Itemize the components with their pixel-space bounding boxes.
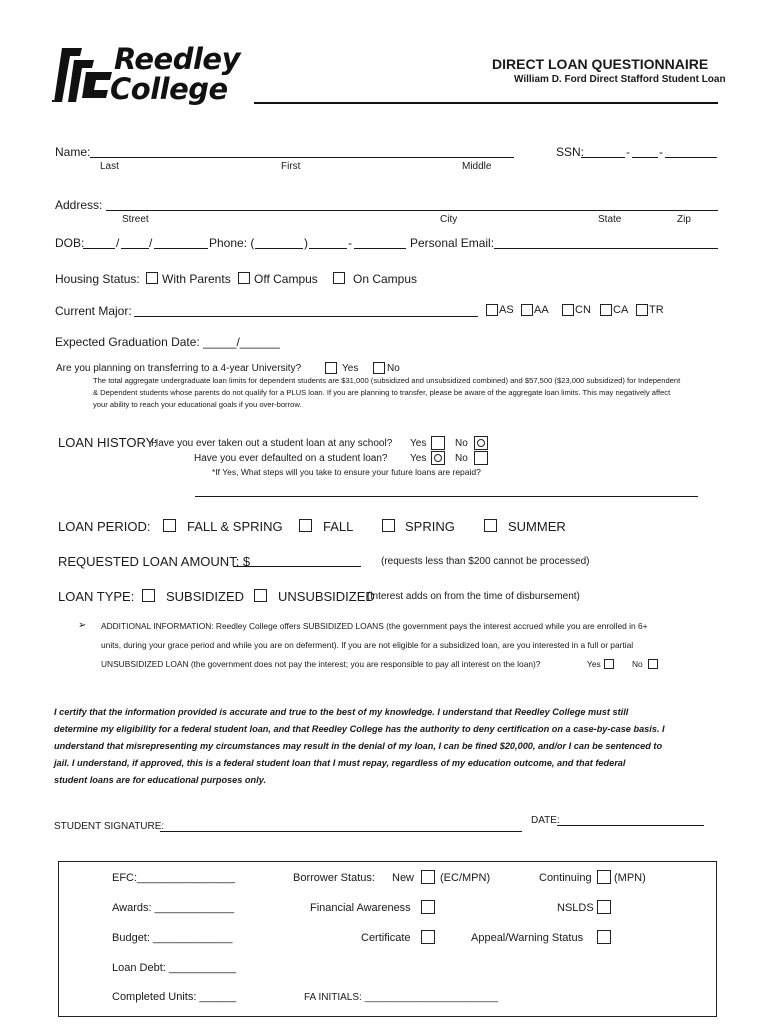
major-cn-checkbox[interactable] bbox=[562, 304, 574, 316]
logo-mark-icon bbox=[52, 44, 114, 106]
office-financial-awareness-checkbox[interactable] bbox=[421, 900, 435, 914]
certify-line4: jail. I understand, if approved, this is a federal student loan that I must repay, regardless of my education outcome, and that federal bbox=[54, 758, 626, 768]
loan-history-followup: *If Yes, What steps will you take to ensure your future loans are repaid? bbox=[212, 467, 481, 477]
phone-paren-close: ) bbox=[304, 236, 308, 250]
address-state-caption: State bbox=[598, 214, 622, 225]
certify-line5: student loans are for educational purposes only. bbox=[54, 775, 267, 785]
phone-area-field[interactable] bbox=[255, 248, 303, 249]
dob-label: DOB: bbox=[55, 236, 85, 250]
ssn-label: SSN: bbox=[556, 145, 585, 159]
address-street-caption: Street bbox=[122, 214, 149, 225]
email-field[interactable] bbox=[494, 248, 718, 249]
certify-line3: understand that misrepresenting my circumstances may result in the denial of my loan, I can be fined $20,000, and/or I can be sentenced to bbox=[54, 741, 663, 751]
transfer-note-line1: The total aggregate undergraduate loan limits for dependent students are $31,000 (subsidized and unsubsidized combined) and $57,500 ($23,000 subsidized) for Independent bbox=[93, 376, 681, 385]
major-tr-checkbox[interactable] bbox=[636, 304, 648, 316]
loan-history-q1: Have you ever taken out a student loan at any school? bbox=[151, 438, 393, 449]
dob-slash-2: / bbox=[149, 236, 153, 250]
signature-field[interactable] bbox=[160, 831, 522, 832]
loan-period-fall-label: FALL bbox=[323, 519, 354, 534]
office-certificate-label: Certificate bbox=[361, 932, 411, 944]
transfer-note-line2: & Dependent students whose parents do not qualify for a PLUS loan. If you are planning to transfer, please be aware of the aggregate loan limits. This may negatively affect bbox=[93, 388, 671, 397]
major-as-label: AS bbox=[499, 304, 514, 316]
requested-amount-label: REQUESTED LOAN AMOUNT: $ bbox=[58, 554, 251, 569]
email-label: Personal Email: bbox=[410, 236, 495, 250]
loan-history-q2-yes-radio[interactable] bbox=[431, 451, 445, 465]
office-nslds-checkbox[interactable] bbox=[597, 900, 611, 914]
ssn-field-2[interactable] bbox=[632, 157, 658, 158]
loan-history-q2-no-checkbox[interactable] bbox=[474, 451, 488, 465]
dob-month-field[interactable] bbox=[83, 248, 115, 249]
loan-history-q1-no-radio[interactable] bbox=[474, 436, 488, 450]
office-financial-awareness-label: Financial Awareness bbox=[310, 902, 411, 914]
housing-on-campus-checkbox[interactable] bbox=[333, 272, 345, 284]
loan-history-q2-no-label: No bbox=[455, 453, 468, 464]
major-field[interactable] bbox=[134, 316, 478, 317]
loan-period-spring-label: SPRING bbox=[405, 519, 455, 534]
transfer-question: Are you planning on transferring to a 4-year University? bbox=[56, 363, 302, 374]
office-new-label: New bbox=[392, 872, 415, 884]
loan-history-q1-yes-checkbox[interactable] bbox=[431, 436, 445, 450]
loan-history-q2: Have you ever defaulted on a student loan? bbox=[194, 453, 388, 464]
loan-period-fall-checkbox[interactable] bbox=[299, 519, 312, 532]
additional-line1: ADDITIONAL INFORMATION: Reedley College offers SUBSIDIZED LOANS (the government pays the interest accrued while you are enrolled in 6+ bbox=[101, 621, 648, 631]
housing-off-campus-checkbox[interactable] bbox=[238, 272, 250, 284]
phone-prefix-field[interactable] bbox=[309, 248, 347, 249]
loan-period-fall-spring-checkbox[interactable] bbox=[163, 519, 176, 532]
loan-type-label: LOAN TYPE: bbox=[58, 589, 135, 604]
major-ca-checkbox[interactable] bbox=[600, 304, 612, 316]
name-middle-caption: Middle bbox=[462, 161, 492, 172]
office-mpn-label: (MPN) bbox=[614, 872, 646, 884]
header-rule bbox=[254, 102, 718, 104]
address-field[interactable] bbox=[106, 210, 718, 211]
major-as-checkbox[interactable] bbox=[486, 304, 498, 316]
loan-type-unsubsidized-note: (interest adds on from the time of disbursement) bbox=[367, 591, 580, 602]
address-zip-caption: Zip bbox=[677, 214, 691, 225]
phone-dash: - bbox=[348, 236, 352, 250]
major-aa-checkbox[interactable] bbox=[521, 304, 533, 316]
loan-period-fall-spring-label: FALL & SPRING bbox=[187, 519, 283, 534]
loan-history-q2-yes-label: Yes bbox=[410, 453, 427, 464]
transfer-yes-checkbox[interactable] bbox=[325, 362, 337, 374]
name-label: Name: bbox=[55, 145, 91, 159]
dob-slash-1: / bbox=[116, 236, 120, 250]
dob-day-field[interactable] bbox=[121, 248, 149, 249]
loan-period-spring-checkbox[interactable] bbox=[382, 519, 395, 532]
signature-label: STUDENT SIGNATURE: bbox=[54, 821, 165, 832]
office-loan-debt[interactable]: Loan Debt: ___________ bbox=[112, 962, 237, 974]
transfer-note-line3: your ability to reach your educational goals if you over-borrow. bbox=[93, 400, 302, 409]
additional-no-label: No bbox=[632, 659, 643, 669]
requested-amount-note: (requests less than $200 cannot be processed) bbox=[381, 556, 590, 567]
additional-line2: units, during your grace period and while you are on deferment). If you are not eligible for a subsidized loan, are you interested in a full or partial bbox=[101, 640, 634, 650]
housing-label: Housing Status: bbox=[55, 272, 140, 286]
loan-period-summer-checkbox[interactable] bbox=[484, 519, 497, 532]
loan-period-label: LOAN PERIOD: bbox=[58, 519, 151, 534]
office-fa-initials[interactable]: FA INITIALS: ________________________ bbox=[304, 992, 499, 1003]
transfer-yes-label: Yes bbox=[342, 363, 359, 374]
graduation-date-field[interactable]: Expected Graduation Date: _____/______ bbox=[55, 335, 280, 349]
college-logo bbox=[52, 44, 262, 108]
office-certificate-checkbox[interactable] bbox=[421, 930, 435, 944]
additional-bullet-icon: ➢ bbox=[78, 620, 87, 631]
housing-on-campus-label: On Campus bbox=[353, 272, 418, 286]
name-field[interactable] bbox=[90, 157, 514, 158]
additional-line3: UNSUBSIDIZED LOAN (the government does not pay the interest; you are responsible to pay all interest on the loan)? bbox=[101, 659, 541, 669]
ssn-field-3[interactable] bbox=[665, 157, 717, 158]
logo-dot bbox=[52, 100, 54, 102]
housing-with-parents-label: With Parents bbox=[162, 272, 231, 286]
logo-line1: Reedley bbox=[114, 42, 240, 76]
major-cn-label: CN bbox=[575, 304, 591, 316]
phone-line-field[interactable] bbox=[354, 248, 406, 249]
dob-year-field[interactable] bbox=[154, 248, 208, 249]
loan-type-subsidized-label: SUBSIDIZED bbox=[166, 589, 245, 604]
office-appeal-checkbox[interactable] bbox=[597, 930, 611, 944]
name-last-caption: Last bbox=[100, 161, 119, 172]
name-first-caption: First bbox=[281, 161, 301, 172]
phone-label: Phone: ( bbox=[209, 236, 255, 250]
date-label: DATE: bbox=[531, 815, 560, 826]
loan-type-subsidized-checkbox[interactable] bbox=[142, 589, 155, 602]
loan-type-unsubsidized-checkbox[interactable] bbox=[254, 589, 267, 602]
additional-yes-checkbox[interactable] bbox=[604, 659, 614, 669]
additional-yes-label: Yes bbox=[587, 659, 601, 669]
office-awards[interactable]: Awards: _____________ bbox=[112, 902, 235, 914]
loan-history-label: LOAN HISTORY: bbox=[58, 435, 158, 450]
loan-history-followup-field[interactable] bbox=[195, 496, 698, 497]
major-label: Current Major: bbox=[55, 304, 132, 318]
page-title: DIRECT LOAN QUESTIONNAIRE bbox=[492, 56, 709, 72]
loan-type-unsubsidized-label: UNSUBSIDIZED bbox=[278, 589, 375, 604]
address-city-caption: City bbox=[440, 214, 458, 225]
page-subtitle: William D. Ford Direct Stafford Student Loan bbox=[514, 74, 726, 85]
transfer-no-checkbox[interactable] bbox=[373, 362, 385, 374]
transfer-no-label: No bbox=[387, 363, 400, 374]
logo-line2: College bbox=[110, 72, 228, 106]
office-efc[interactable]: EFC:________________ bbox=[112, 872, 235, 884]
ssn-dash-2: - bbox=[659, 145, 663, 159]
office-nslds-label: NSLDS bbox=[557, 902, 594, 914]
office-continuing-checkbox[interactable] bbox=[597, 870, 611, 884]
certify-line2: determine my eligibility for a federal student loan, and that Reedley College has the authority to deny certification on a case-by-case basis. I bbox=[54, 724, 665, 734]
major-ca-label: CA bbox=[613, 304, 629, 316]
loan-period-summer-label: SUMMER bbox=[508, 519, 566, 534]
loan-history-q1-no-label: No bbox=[455, 438, 468, 449]
ssn-field-1[interactable] bbox=[581, 157, 625, 158]
date-field[interactable] bbox=[557, 825, 704, 826]
office-new-checkbox[interactable] bbox=[421, 870, 435, 884]
ssn-dash-1: - bbox=[626, 145, 630, 159]
housing-with-parents-checkbox[interactable] bbox=[146, 272, 158, 284]
office-borrower-status-label: Borrower Status: bbox=[293, 872, 375, 884]
office-completed-units[interactable]: Completed Units: ______ bbox=[112, 991, 237, 1003]
office-appeal-label: Appeal/Warning Status bbox=[471, 932, 584, 944]
major-tr-label: TR bbox=[649, 304, 664, 316]
certify-line1: I certify that the information provided is accurate and true to the best of my knowledge. I understand that Reedley College must still bbox=[54, 707, 629, 717]
office-continuing-label: Continuing bbox=[539, 872, 592, 884]
requested-amount-field[interactable] bbox=[233, 566, 361, 567]
office-ec-mpn-label: (EC/MPN) bbox=[440, 872, 491, 884]
office-budget[interactable]: Budget: _____________ bbox=[112, 932, 233, 944]
major-aa-label: AA bbox=[534, 304, 549, 316]
loan-history-q1-yes-label: Yes bbox=[410, 438, 427, 449]
housing-off-campus-label: Off Campus bbox=[254, 272, 318, 286]
address-label: Address: bbox=[55, 198, 103, 212]
additional-no-checkbox[interactable] bbox=[648, 659, 658, 669]
